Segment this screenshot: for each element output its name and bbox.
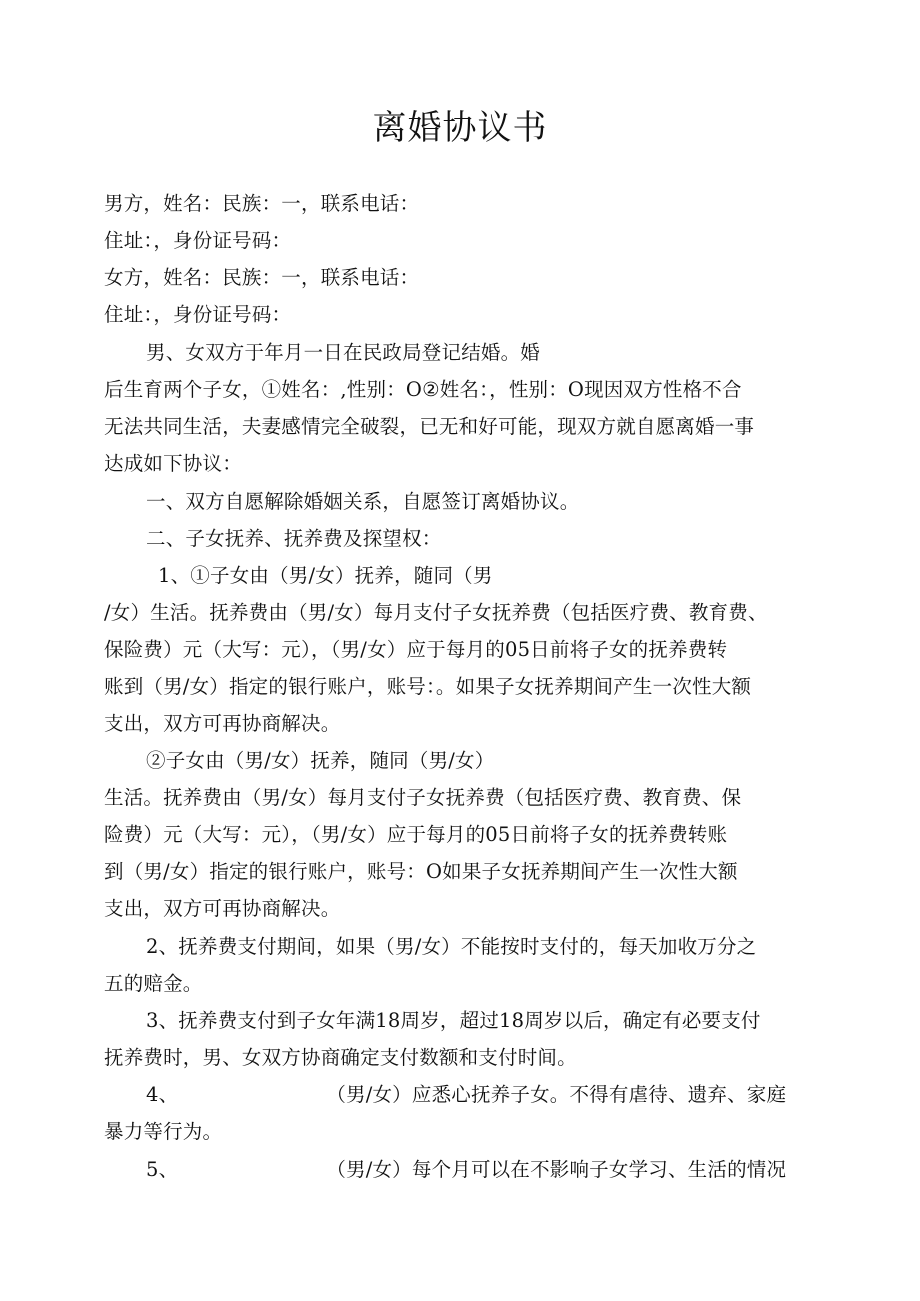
female-party-address-line: 住址：，身份证号码： (104, 303, 292, 326)
child-1-custody-line: 1、①子女由（男/女）抚养，随同（男 (158, 564, 493, 587)
agreement-intro-line: 达成如下协议： (104, 452, 242, 475)
divorce-reason-line: 无法共同生活，夫妻感情完全破裂，已无和好可能，现双方就自愿离婚一事 (104, 415, 755, 438)
child-2-custody-line: ②子女由（男/女）抚养，随同（男/女） (146, 749, 495, 772)
child-1-support-line-4: 支出，双方可再协商解决。 (104, 712, 341, 735)
child-2-support-line-4: 支出，双方可再协商解决。 (104, 897, 341, 920)
male-party-address-line: 住址：，身份证号码： (104, 229, 292, 252)
child-2-support-line-2: 险费）元（大写：元），（男/女）应于每月的05日前将子女的抚养费转账 (104, 823, 728, 846)
clause-2-4-line-2: 暴力等行为。 (104, 1120, 223, 1143)
clause-2-3-line-1: 3、抚养费支付到子女年满18周岁，超过18周岁以后，确定有必要支付 (146, 1009, 761, 1032)
clause-2-4-line-1 (146, 1080, 786, 1110)
male-party-name-line: 男方，姓名：民族：一，联系电话： (104, 192, 420, 215)
child-2-support-line-3: 到（男/女）指定的银行账户，账号：O如果子女抚养期间产生一次性大额 (104, 860, 738, 883)
marriage-registration-line: 男、女双方于年月一日在民政局登记结婚。婚 (146, 341, 541, 364)
clause-2-3-line-2: 抚养费时，男、女双方协商确定支付数额和支付时间。 (104, 1046, 577, 1069)
clause-2-4-text: （男/女）应悉心抚养子女。不得有虐待、遗弃、家庭 (326, 1083, 787, 1106)
clause-2-heading: 二、子女抚养、抚养费及探望权： (146, 527, 442, 550)
clause-1-heading: 一、双方自愿解除婚姻关系，自愿签订离婚协议。 (146, 490, 580, 513)
clause-2-2-line-1: 2、抚养费支付期间，如果（男/女）不能按时支付的，每天加收万分之 (146, 935, 757, 958)
clause-2-5-line-1 (146, 1155, 786, 1185)
clause-2-4-number: 4、 (146, 1083, 179, 1106)
child-1-support-line-2: 保险费）元（大写：元），（男/女）应于每月的05日前将子女的抚养费转 (104, 638, 728, 661)
children-info-line: 后生育两个子女，①姓名：,性别：O②姓名：，性别：O现因双方性格不合 (104, 378, 742, 401)
child-2-support-line-1: 生活。抚养费由（男/女）每月支付子女抚养费（包括医疗费、教育费、保 (104, 786, 742, 809)
child-1-support-line-3: 账到（男/女）指定的银行账户，账号：。如果子女抚养期间产生一次性大额 (104, 675, 752, 698)
document-title: 离婚协议书 (372, 108, 548, 148)
clause-2-2-line-2: 五的赔金。 (104, 972, 203, 995)
clause-2-5-number: 5、 (146, 1158, 179, 1181)
child-1-support-line-1: /女）生活。抚养费由（男/女）每月支付子女抚养费（包括医疗费、教育费、 (104, 601, 768, 624)
clause-2-5-text: （男/女）每个月可以在不影响子女学习、生活的情况 (326, 1158, 787, 1181)
female-party-name-line: 女方，姓名：民族：一，联系电话： (104, 266, 420, 289)
